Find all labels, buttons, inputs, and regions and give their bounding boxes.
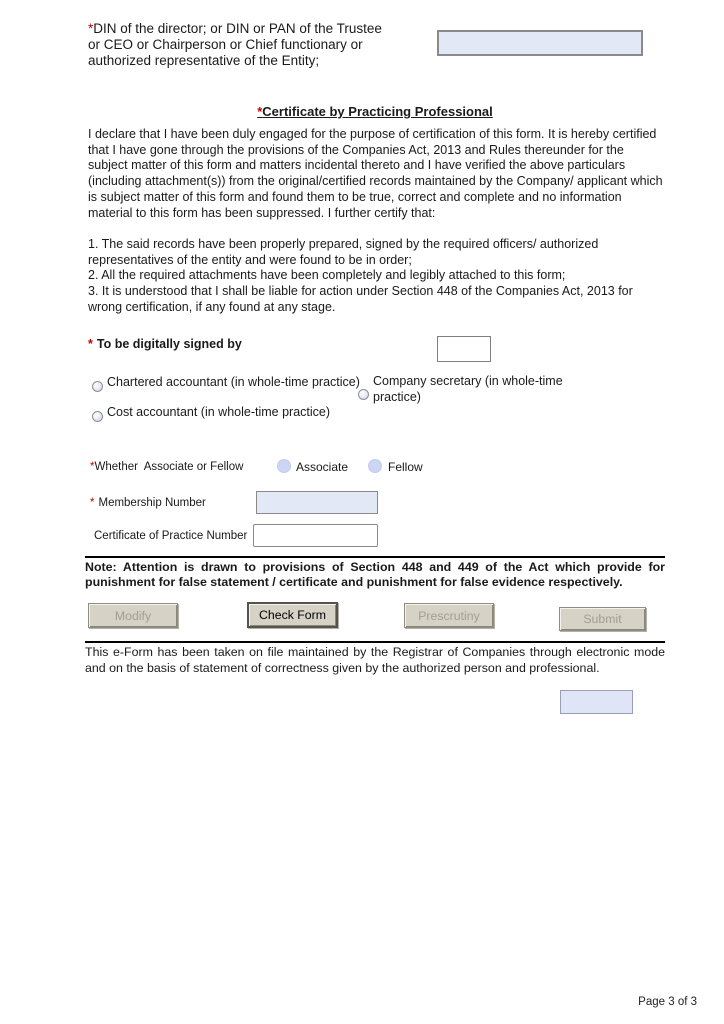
radio-company-secretary-label: Company secretary (in whole-time practice): [373, 374, 563, 404]
din-label-text: DIN of the director; or DIN or PAN of the Trustee or CEO or Chairperson or Chief functionary or authorized representative of the Entity;: [88, 21, 382, 68]
whether-associate-fellow-text: Whether Associate or Fellow: [94, 461, 244, 473]
modify-button[interactable]: Modify: [88, 603, 178, 628]
declaration-point-1: 1. The said records have been properly prepared, signed by the required officers/ authorized representatives of the entity and were found to be in order;: [88, 237, 599, 267]
whether-associate-fellow-label: [90, 460, 243, 474]
digitally-signed-label-text: To be digitally signed by: [96, 337, 242, 351]
note-text: Note: Attention is drawn to provisions of Section 448 and 449 of the Act which provide for punishment for false statement / certificate and punishment for false evidence respectively.: [85, 560, 665, 589]
bottom-field-box[interactable]: [560, 690, 633, 714]
check-form-button[interactable]: Check Form: [247, 602, 338, 628]
footer-divider: [85, 641, 665, 643]
radio-chartered-accountant-label: Chartered accountant (in whole-time practice): [107, 375, 360, 389]
required-asterisk: *: [257, 104, 263, 119]
radio-fellow-label: Fellow: [388, 460, 423, 474]
declaration-point-2: 2. All the required attachments have been completely and legibly attached to this form;: [88, 268, 566, 283]
cop-number-input[interactable]: [253, 524, 378, 547]
note-divider: [85, 556, 665, 558]
radio-associate[interactable]: [277, 459, 291, 473]
digitally-signed-label: [88, 337, 242, 351]
submit-button[interactable]: Submit: [559, 607, 646, 631]
required-asterisk: *: [90, 461, 95, 473]
footer-statement: This e-Form has been taken on file maintained by the Registrar of Companies through electronic mode and on the basis of statement of correctness given by the authorized person and professional.: [85, 645, 665, 675]
declaration-points: [88, 237, 666, 316]
required-asterisk: *: [88, 337, 93, 351]
din-label: [88, 21, 388, 69]
dsc-signature-box[interactable]: [437, 336, 491, 362]
din-input[interactable]: [437, 30, 643, 56]
page-number: Page 3 of 3: [638, 996, 697, 1008]
radio-cost-accountant-label: Cost accountant (in whole-time practice): [107, 405, 331, 419]
radio-company-secretary[interactable]: [358, 389, 369, 400]
prescrutiny-button[interactable]: Prescrutiny: [404, 603, 494, 628]
cop-number-label: Certificate of Practice Number: [94, 530, 248, 542]
certificate-heading-text: Certificate by Practicing Professional: [262, 104, 493, 119]
membership-number-input[interactable]: [256, 491, 378, 514]
radio-associate-label: Associate: [296, 460, 349, 474]
radio-fellow[interactable]: [368, 459, 382, 473]
membership-number-label-text: Membership Number: [98, 497, 206, 509]
radio-chartered-accountant[interactable]: [92, 381, 103, 392]
radio-cost-accountant[interactable]: [92, 411, 103, 422]
declaration-text: I declare that I have been duly engaged for the purpose of certification of this form. It is hereby certified that I have gone through the provisions of the Companies Act, 2013 and Rules thereunder for the subject matter of this form and matters incidental thereto and I have verified the above particulars (including attachment(s)) from the original/certified records maintained by the Company/ applicant which is subject matter of this form and found them to be true, correct and complete and no information material to this form has been suppressed. I further certify that:: [88, 127, 663, 220]
membership-number-label: [90, 496, 206, 510]
required-asterisk: *: [88, 21, 94, 36]
declaration-point-3: 3. It is understood that I shall be liable for action under Section 448 of the Companies Act, 2013 for wrong certification, if any found at any stage.: [88, 284, 633, 314]
certificate-heading: [85, 104, 665, 119]
required-asterisk: *: [90, 497, 95, 509]
